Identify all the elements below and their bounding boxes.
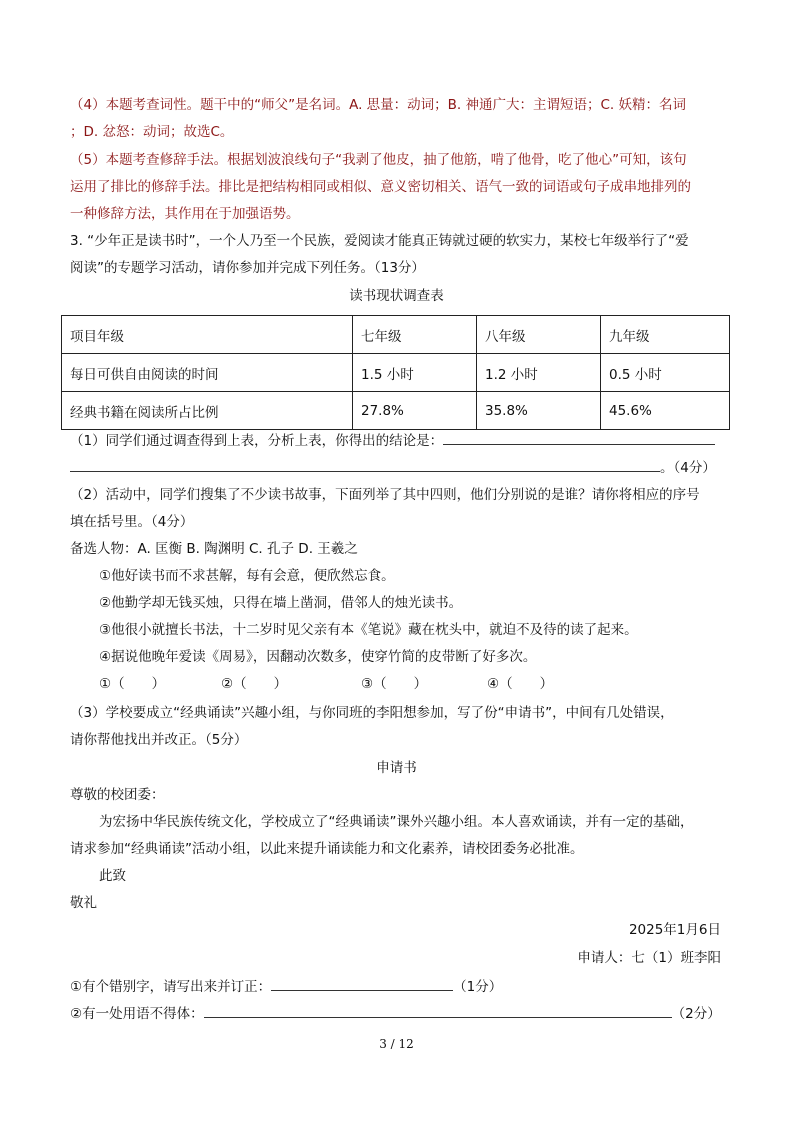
- letter-date: 2025年1月6日: [628, 922, 721, 938]
- task2-line: [70, 1003, 721, 1024]
- table-cell: 经典书籍在阅读所占比例: [62, 392, 353, 430]
- table-header-cell: 七年级: [353, 316, 477, 354]
- sub3-line1: （3）学校要成立“经典诵读”兴趣小组，与你同班的李阳想参加，写了份“申请书”，中间有几处错误，: [70, 705, 674, 721]
- table-cell: 35.8%: [477, 392, 601, 430]
- story-4: ④据说他晚年爱读《周易》，因翻动次数多，使穿竹简的皮带断了好多次。: [99, 649, 537, 665]
- sub1-answer-blank-2[interactable]: [70, 457, 660, 472]
- story-1: ①他好读书而不求甚解，每有会意，便欣然忘食。: [99, 568, 395, 584]
- sub1-prompt-line: [70, 430, 715, 451]
- letter-title: 申请书: [376, 760, 417, 776]
- analysis-q4-line1: （4）本题考查词性。题干中的“师父”是名词。A. 思量：动词；B. 神通广大：主谓短语；C. 妖精：名词: [70, 97, 687, 113]
- answer-blank-1[interactable]: ①（ ）: [99, 676, 166, 692]
- table-title: 读书现状调查表: [349, 288, 444, 304]
- question3-intro-line1: 3. “少年正是读书时”，一个人乃至一个民族，爱阅读才能真正铸就过硬的软实力，某校七年级举行了“爱: [70, 233, 689, 249]
- sub2-line1: （2）活动中，同学们搜集了不少读书故事，下面列举了其中四则，他们分别说的是谁？请你将相应的序号: [70, 487, 700, 503]
- candidates: 备选人物：A. 匡衡 B. 陶渊明 C. 孔子 D. 王羲之: [70, 541, 358, 557]
- table-cell: 45.6%: [601, 392, 730, 430]
- sub1-answer-blank[interactable]: [443, 430, 715, 445]
- question3-intro-line2: 阅读”的专题学习活动，请你参加并完成下列任务。（13分）: [70, 260, 425, 276]
- letter-closing-2: 敬礼: [70, 895, 97, 911]
- table-cell: 27.8%: [353, 392, 477, 430]
- letter-body-line1: 为宏扬中华民族传统文化，学校成立了“经典诵读”课外兴趣小组。本人喜欢诵读，并有一定的基础，: [99, 814, 694, 830]
- table-row: [62, 392, 730, 430]
- letter-salutation: 尊敬的校团委：: [70, 787, 165, 803]
- analysis-q4-line2: ；D. 忿怒：动词；故选C。: [70, 124, 234, 140]
- table-header-row: [62, 316, 730, 354]
- letter-closing-1: 此致: [99, 868, 126, 884]
- task1-line: [70, 976, 502, 997]
- letter-body-line2: 请求参加“经典诵读”活动小组，以此来提升诵读能力和文化素养，请校团委务必批准。: [70, 841, 584, 857]
- sub2-line2: 填在括号里。（4分）: [70, 514, 194, 530]
- answer-blanks-row: [99, 674, 577, 694]
- letter-applicant: 申请人：七（1）班李阳: [577, 950, 721, 966]
- table-cell: 每日可供自由阅读的时间: [62, 354, 353, 392]
- sub1-second-line: [70, 457, 716, 478]
- story-2: ②他勤学却无钱买烛，只得在墙上凿洞，借邻人的烛光读书。: [99, 595, 463, 611]
- table-cell: 1.5 小时: [353, 354, 477, 392]
- analysis-q5-line1: （5）本题考查修辞手法。根据划波浪线句子“我剥了他皮，抽了他筋，啃了他骨，吃了他心”可知，该句: [70, 152, 687, 168]
- page-number: 3 / 12: [379, 1037, 414, 1051]
- table-header-cell: 项目年级: [62, 316, 353, 354]
- task1-prompt: ①有个错别字，请写出来并订正：: [70, 979, 272, 995]
- table-header-cell: 九年级: [601, 316, 730, 354]
- task2-answer-blank[interactable]: [204, 1003, 672, 1018]
- sub1-prompt: （1）同学们通过调查得到上表，分析上表，你得出的结论是：: [70, 433, 444, 449]
- task1-score: （1分）: [453, 979, 503, 995]
- answer-blank-2[interactable]: ②（ ）: [221, 676, 288, 692]
- analysis-q5-line2: 运用了排比的修辞手法。排比是把结构相同或相似、意义密切相关、语气一致的词语或句子成串地排列的: [70, 179, 691, 195]
- answer-blank-4[interactable]: ④（ ）: [487, 676, 554, 692]
- sub3-line2: 请你帮他找出并改正。（5分）: [70, 732, 248, 748]
- table-row: [62, 354, 730, 392]
- task2-prompt: ②有一处用语不得体：: [70, 1006, 204, 1022]
- sub1-end: 。（4分）: [660, 460, 716, 476]
- table-cell: 1.2 小时: [477, 354, 601, 392]
- table-cell: 0.5 小时: [601, 354, 730, 392]
- task1-answer-blank[interactable]: [271, 976, 453, 991]
- task2-score: （2分）: [671, 1006, 721, 1022]
- answer-blank-3[interactable]: ③（ ）: [361, 676, 428, 692]
- story-3: ③他很小就擅长书法，十二岁时见父亲有本《笔说》藏在枕头中，就迫不及待的读了起来。: [99, 622, 638, 638]
- table-header-cell: 八年级: [477, 316, 601, 354]
- reading-survey-table: [61, 315, 730, 430]
- analysis-q5-line3: 一种修辞方法，其作用在于加强语势。: [70, 206, 300, 222]
